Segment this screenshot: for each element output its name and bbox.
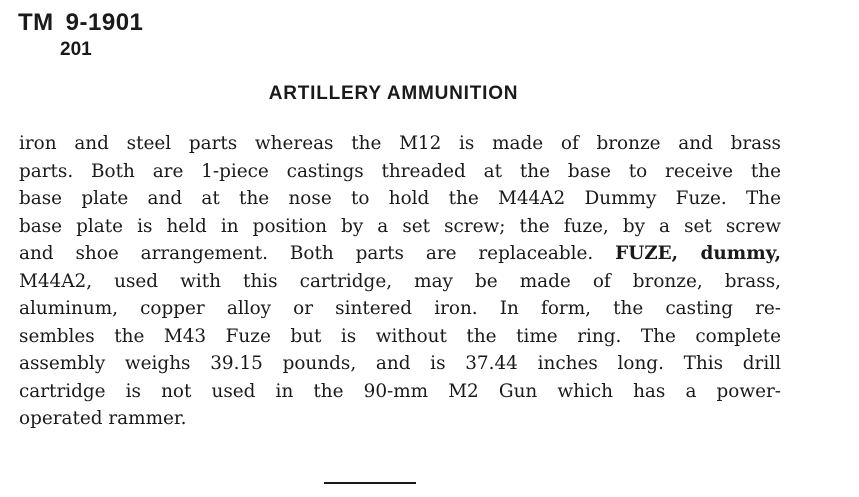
body-line: iron and steel parts whereas the M12 is made of bronze and brass xyxy=(19,133,781,154)
body-line-with-heading xyxy=(19,240,781,268)
body-line: cartridge is not used in the 90-mm M2 Gun which has a power- xyxy=(19,380,781,402)
body-line: parts. Both are 1-piece castings threaded at the base to receive the xyxy=(19,160,781,182)
section-end-rule xyxy=(324,482,416,484)
body-line: M44A2, used with this cartridge, may be made of bronze, brass, xyxy=(19,270,781,292)
body-line: operated rammer. xyxy=(19,408,187,429)
body-paragraph xyxy=(19,130,781,433)
body-line: base plate and at the nose to hold the M44A2 Dummy Fuze. The xyxy=(19,188,781,209)
tm-number: 9-1901 xyxy=(65,9,144,36)
body-line-part: and shoe arrangement. Both parts are replaceable. xyxy=(19,243,594,264)
tm-prefix: TM xyxy=(18,9,54,36)
body-line: base plate is held in position by a set screw; the fuze, by a set screw xyxy=(19,215,781,237)
page-number: 201 xyxy=(60,39,92,60)
body-line: assembly weighs 39.15 pounds, and is 37.44 inches long. This drill xyxy=(19,353,781,374)
fuze-heading: FUZE, dummy, xyxy=(615,243,782,264)
body-line: sembles the M43 Fuze but is without the time ring. The complete xyxy=(19,325,781,347)
body-line: aluminum, copper alloy or sintered iron. In form, the casting re- xyxy=(19,298,781,319)
chapter-title: ARTILLERY AMMUNITION xyxy=(268,83,519,104)
technical-manual-number xyxy=(18,10,143,36)
